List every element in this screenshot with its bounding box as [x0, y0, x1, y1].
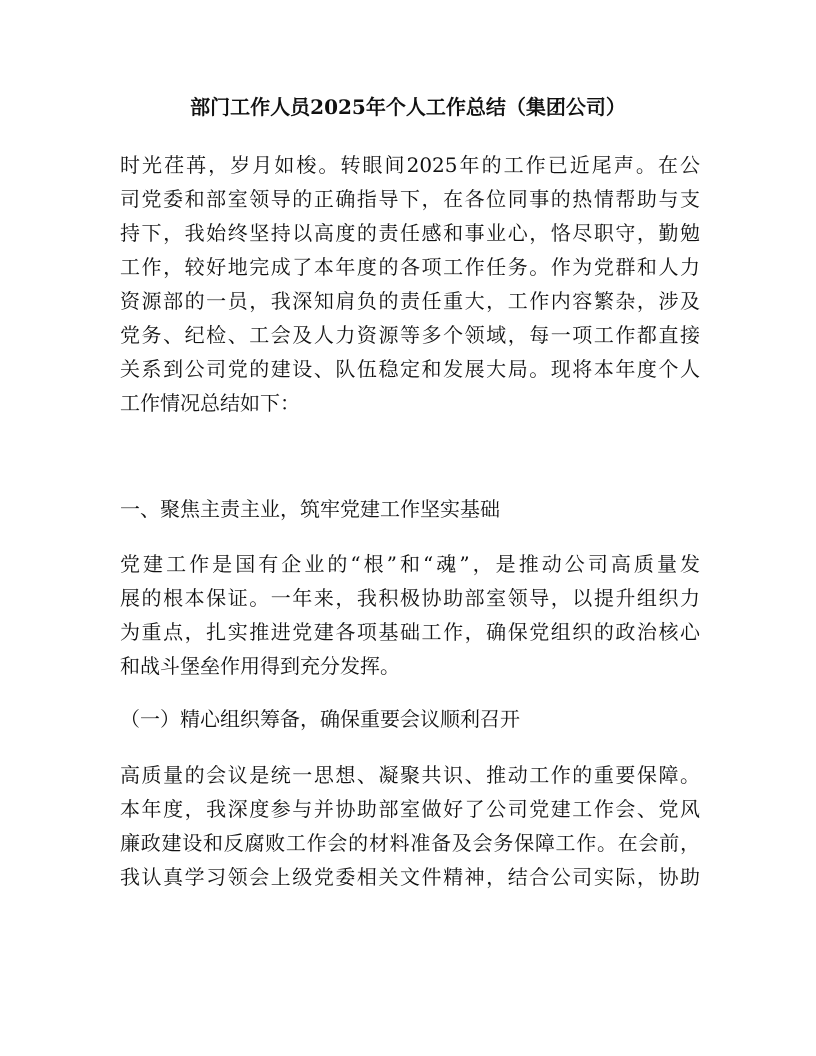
text-line: 司党委和部室领导的正确指导下，在各位同事的热情帮助与支	[120, 187, 700, 211]
text-line: 和战斗堡垒作用得到充分发挥。	[120, 654, 400, 678]
section-paragraph	[120, 547, 700, 683]
text-line: 资源部的一员，我深知肩负的责任重大，工作内容繁杂，涉及	[120, 289, 700, 313]
text-line: 时光荏苒，岁月如梭。转眼间2025年的工作已近尾声。在公	[120, 153, 700, 177]
text-line: 我认真学习领会上级党委相关文件精神，结合公司实际，协助	[120, 865, 700, 889]
text-line: 持下，我始终坚持以高度的责任感和事业心，恪尽职守，勤勉	[120, 221, 700, 245]
text-line: 高质量的会议是统一思想、凝聚共识、推动工作的重要保障。	[120, 763, 700, 787]
text-line: 党务、纪检、工会及人力资源等多个领域，每一项工作都直接	[120, 323, 700, 347]
document-title: 部门工作人员2025年个人工作总结（集团公司）	[190, 95, 626, 119]
text-line: 展的根本保证。一年来，我积极协助部室领导，以提升组织力	[120, 586, 700, 610]
text-line: 关系到公司党的建设、队伍稳定和发展大局。现将本年度个人	[120, 357, 700, 381]
subsection-paragraph	[120, 758, 700, 894]
intro-paragraph	[120, 148, 700, 420]
text-line: 本年度，我深度参与并协助部室做好了公司党建工作会、党风	[120, 797, 700, 821]
subsection-heading: （一）精心组织筹备，确保重要会议顺利召开	[120, 707, 520, 731]
text-line: 为重点，扎实推进党建各项基础工作，确保党组织的政治核心	[120, 620, 700, 644]
text-line: 党建工作是国有企业的“根”和“魂”，是推动公司高质量发	[120, 552, 700, 576]
text-line: 工作情况总结如下：	[120, 391, 300, 415]
text-line: 工作，较好地完成了本年度的各项工作任务。作为党群和人力	[120, 255, 700, 279]
text-line: 廉政建设和反腐败工作会的材料准备及会务保障工作。在会前，	[120, 831, 700, 855]
section-heading: 一、聚焦主责主业，筑牢党建工作坚实基础	[120, 497, 500, 521]
